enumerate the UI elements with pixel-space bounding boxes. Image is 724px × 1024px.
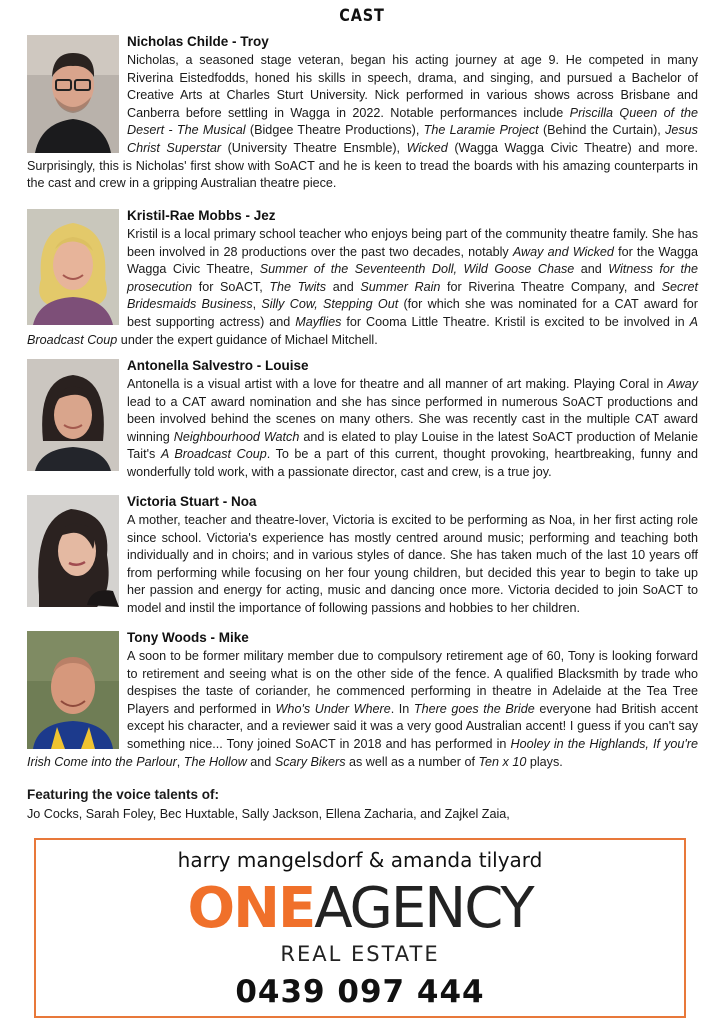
one-agency-logo (36, 876, 684, 942)
cast-description: A mother, teacher and theatre-lover, Victoria is excited to be performing as Noa, in her first acting role since school. Victoria's experience has mostly centred around music; performing and teaching both individually and in choirs; and in various styles of dance. She has taken much of the last 10 years off from performing while focusing on her four young children, but decided this year to begin to take up her passion and energy for acting, music and dancing once more. Victoria decided to join SoACT to model and instil the importance of following passions and hobbies to her children. (127, 513, 698, 615)
cast-name: Tony Woods - Mike (127, 630, 249, 645)
cast-bio-tony (27, 630, 698, 771)
cast-bio-nicholas (27, 34, 698, 193)
logo-agency-text: AGENCY (314, 876, 533, 941)
cast-description: Kristil is a local primary school teacher who enjoys being part of the community theatre family. She has been involved in 28 productions over the past two decades, notably Away and Wicked for the Wagga Wagga Civic Theatre, Summer of the Seventeenth Doll, Wild Goose Chase and Witness for the prosecution for SoACT, The Twits and Summer Rain for Riverina Theatre Company, and Secret Bridesmaids Business, Silly Cow, Stepping Out (for which she was nominated for a CAT award for best supporting actress) and Mayflies for Cooma Little Theatre. Kristil is excited to be involved in A Broadcast Coup under the expert guidance of Michael Mitchell. (27, 227, 699, 347)
cast-name: Victoria Stuart - Noa (127, 494, 257, 509)
cast-description: A soon to be former military member due to compulsory retirement age of 60, Tony is looking forward to retirement and seeing what is on the other side of the fence. A qualified Blacksmith by trade who despises the taste of coriander, he commenced performing in theatre in Adelaide at the Tea Tree Players and performed in Who's Under Where. In There goes the Bride everyone had British accent except his character, and a reviewer said it was a very good Australian accent! I guess if you can't say something nice... Tony joined SoACT in 2018 and has performed in Hooley in the Highlands, If you're Irish Come into the Parlour, The Hollow and Scary Bikers as well as a number of Ten x 10 plays. (27, 649, 698, 769)
page-title: CAST (339, 6, 385, 26)
voice-talents-heading: Featuring the voice talents of: (27, 787, 220, 802)
cast-name: Nicholas Childe - Troy (127, 34, 269, 49)
ad-phone-number: 0439 097 444 (235, 974, 485, 1010)
headshot-photo (27, 35, 119, 153)
cast-name: Antonella Salvestro - Louise (127, 358, 309, 373)
cast-bio-kristil (27, 208, 698, 349)
ad-subtitle: REAL ESTATE (280, 942, 440, 966)
cast-description: Antonella is a visual artist with a love for theatre and all manner of art making. Playing Coral in Away lead to a CAT award nomination and she has since performed in numerous SoACT productions and been involved behind the scenes on many others. She was recently cast in the multiple CAT award winning Neighbourhood Watch and is elated to play Louise in the latest SoACT production of Melanie Tait's A Broadcast Coup. To be a part of this current, thought provoking, heartbreaking, funny and wonderfully told work, with a passionate director, cast and crew, is a true joy. (127, 377, 698, 479)
cast-name: Kristil-Rae Mobbs - Jez (127, 208, 276, 223)
headshot-photo (27, 359, 119, 471)
ad-agent-names: harry mangelsdorf & amanda tilyard (177, 848, 543, 872)
cast-description: Nicholas, a seasoned stage veteran, began his acting journey at age 9. He competed in many Riverina Eistedfodds, honed his skills in speech, drama, and singing, and pursued a Bachelor of Creative Arts at Charles Sturt University. Nick performed in various shows across Brisbane and Canberra before settling in Wagga in 2022. Notable performances include Priscilla Queen of the Desert - The Musical (Bidgee Theatre Productions), The Laramie Project (Behind the Curtain), Jesus Christ Superstar (University Theatre Ensmble), Wicked (Wagga Wagga Civic Theatre) and more. Surprisingly, this is Nicholas' first show with SoACT and he is keen to tread the boards with his amazing counterparts in the cast and crew in a gripping Australian theatre piece. (27, 53, 698, 191)
headshot-photo (27, 209, 119, 325)
sponsor-advertisement (34, 838, 686, 1018)
voice-talents-names: Jo Cocks, Sarah Foley, Bec Huxtable, Sally Jackson, Ellena Zacharia, and Zajkel Zaia, (27, 807, 510, 821)
headshot-photo (27, 631, 119, 749)
cast-bio-victoria (27, 494, 698, 618)
logo-one-text: ONE (187, 876, 315, 941)
cast-bio-antonella (27, 358, 698, 482)
headshot-photo (27, 495, 119, 607)
